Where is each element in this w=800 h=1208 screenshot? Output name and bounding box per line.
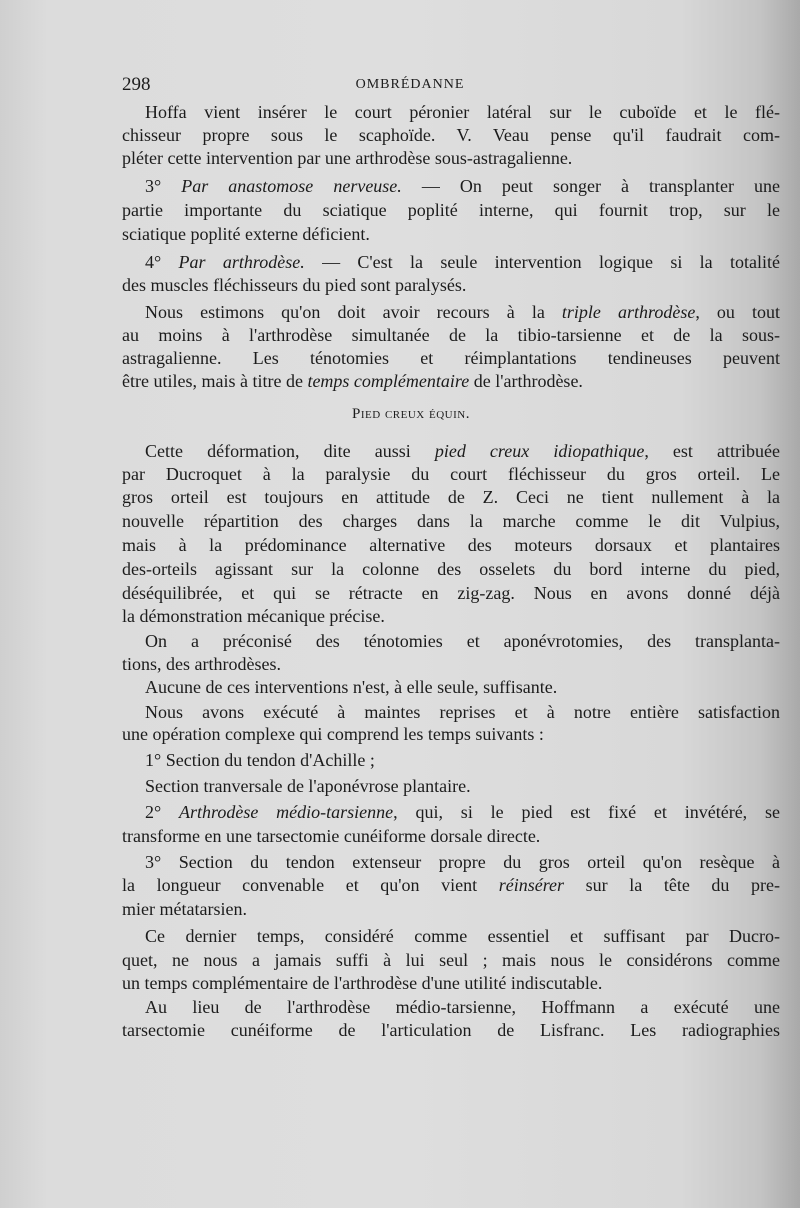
text-line	[122, 874, 780, 896]
text-segment: Hoffa vient insérer le court péronier latéral sur le cuboïde et le flé-	[145, 102, 780, 122]
text-line	[122, 972, 780, 994]
italic-text: triple arthrodèse	[561, 302, 696, 322]
text-line	[145, 301, 780, 323]
text-line	[145, 101, 780, 123]
text-segment: mais à la prédominance alternative des moteurs dorsaux et plantaires	[122, 535, 780, 555]
text-line	[145, 440, 780, 462]
text-segment: 2°	[145, 802, 180, 822]
text-line	[122, 324, 780, 346]
text-line	[122, 124, 780, 146]
text-segment: , qui, si le pied est fixé et invétéré, se	[393, 802, 780, 822]
text-line	[122, 605, 780, 627]
text-line	[122, 653, 780, 675]
text-segment: partie importante du sciatique poplité interne, qui fournit trop, sur le	[122, 200, 780, 220]
text-line	[122, 463, 780, 485]
text-line	[145, 701, 780, 723]
text-line	[122, 274, 780, 296]
italic-text: réinsérer	[498, 875, 565, 895]
text-segment: tions, des arthrodèses.	[122, 654, 281, 674]
text-line	[122, 898, 780, 920]
italic-text: temps complémentaire	[307, 371, 470, 391]
text-segment: Aucune de ces interventions n'est, à elle seule, suffisante.	[145, 677, 558, 697]
text-segment: tarsectomie cunéiforme de l'articulation de Lisfranc. Les radiographies	[122, 1020, 780, 1040]
text-segment: Ce dernier temps, considéré comme essentiel et suffisant par Ducro-	[145, 926, 780, 946]
text-segment: sciatique poplité externe déficient.	[122, 224, 370, 244]
text-segment: 3° Section du tendon extenseur propre du gros orteil qu'on resèque à	[145, 852, 780, 872]
text-line	[145, 851, 780, 873]
text-segment: 4°	[145, 252, 179, 272]
italic-text: Arthrodèse médio-tarsienne	[179, 802, 394, 822]
text-segment: Au lieu de l'arthrodèse médio-tarsienne, Hoffmann a exécuté une	[145, 997, 780, 1017]
running-title: OMBRÉDANNE	[355, 77, 465, 92]
text-line	[145, 801, 780, 823]
text-line	[122, 347, 780, 369]
text-line	[145, 251, 780, 273]
text-line	[122, 370, 780, 392]
text-segment: par Ducroquet à la paralysie du court fléchisseur du gros orteil. Le	[122, 464, 780, 484]
text-line	[122, 558, 780, 580]
text-line	[145, 775, 780, 797]
text-segment: sur la tête du pre-	[564, 875, 780, 895]
text-segment: la longueur convenable et qu'on vient	[122, 875, 499, 895]
text-segment: — On peut songer à transplanter une	[401, 176, 781, 196]
text-line	[122, 949, 780, 971]
text-segment: On a préconisé des ténotomies et aponévrotomies, des transplanta-	[145, 631, 780, 651]
text-segment: la démonstration mécanique précise.	[122, 606, 385, 626]
text-line	[122, 486, 780, 508]
text-segment: au moins à l'arthrodèse simultanée de la tibio-tarsienne et de la sous-	[122, 325, 780, 345]
text-segment: 1° Section du tendon d'Achille ;	[145, 750, 375, 770]
text-segment: quet, ne nous a jamais suffi à lui seul ; mais nous le considérons comme	[122, 950, 780, 970]
text-segment: une opération complexe qui comprend les temps suivants :	[122, 724, 544, 744]
text-segment: gros orteil est toujours en attitude de Z. Ceci ne tient nullement à la	[122, 487, 780, 507]
text-segment: déséquilibrée, et qui se rétracte en zig-zag. Nous en avons donné déjà	[122, 583, 780, 603]
text-segment: pléter cette intervention par une arthrodèse sous-astragalienne.	[122, 148, 573, 168]
text-segment: astragalienne. Les ténotomies et réimplantations tendineuses peuvent	[122, 348, 780, 368]
text-segment: un temps complémentaire de l'arthrodèse d'une utilité indiscutable.	[122, 973, 603, 993]
text-segment: chisseur propre sous le scaphoïde. V. Veau pense qu'il faudrait com-	[122, 125, 780, 145]
text-segment: Cette déformation, dite aussi	[145, 441, 435, 461]
text-segment: transforme en une tarsectomie cunéiforme dorsale directe.	[122, 826, 541, 846]
text-line	[122, 723, 780, 745]
section-heading: Pied creux équin.	[352, 406, 470, 422]
text-line	[145, 925, 780, 947]
text-segment: 3°	[145, 176, 182, 196]
text-line	[122, 510, 780, 532]
text-line	[145, 996, 780, 1018]
text-segment: Nous estimons qu'on doit avoir recours à la	[145, 302, 562, 322]
text-line	[122, 534, 780, 556]
text-segment: être utiles, mais à titre de	[122, 371, 308, 391]
text-segment: , est attribuée	[644, 441, 780, 461]
page-number: 298	[122, 74, 151, 95]
text-segment: Nous avons exécuté à maintes reprises et à notre entière satisfaction	[145, 702, 780, 722]
text-line	[122, 1019, 780, 1041]
text-line	[145, 175, 780, 197]
text-line	[122, 825, 780, 847]
text-segment: — C'est la seule intervention logique si la totalité	[304, 252, 780, 272]
italic-text: Par anastomose nerveuse.	[181, 176, 402, 196]
text-segment: Section tranversale de l'aponévrose plantaire.	[145, 776, 471, 796]
text-line	[145, 630, 780, 652]
text-line	[122, 147, 780, 169]
text-segment: de l'arthrodèse.	[469, 371, 583, 391]
text-line	[122, 223, 780, 245]
text-line	[145, 676, 780, 698]
text-line	[122, 199, 780, 221]
text-line	[122, 582, 780, 604]
italic-text: pied creux idiopathique	[434, 441, 645, 461]
text-segment: des muscles fléchisseurs du pied sont paralysés.	[122, 275, 467, 295]
text-segment: des-orteils agissant sur la colonne des osselets du bord interne du pied,	[122, 559, 780, 579]
italic-text: Par arthrodèse.	[178, 252, 305, 272]
text-segment: nouvelle répartition des charges dans la marche comme le dit Vulpius,	[122, 511, 780, 531]
text-segment: mier métatarsien.	[122, 899, 247, 919]
text-segment: , ou tout	[695, 302, 781, 322]
text-line	[145, 749, 780, 771]
